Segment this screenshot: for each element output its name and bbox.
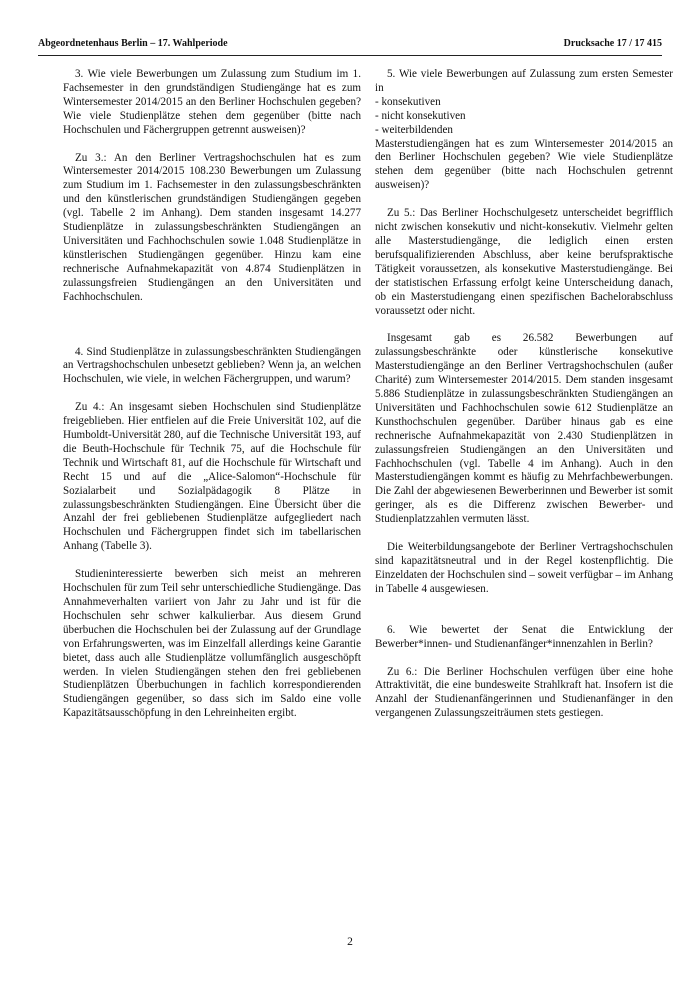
question-5-list — [375, 96, 673, 138]
question-4: 4. Sind Studienplätze in zulassungsbeschränkten Studiengängen an Vertragshochschulen unbesetzt geblieben? Wenn ja, an welchen Hochschulen, wie viele, in welchen Fächergruppen, und warum? — [63, 345, 361, 386]
question-3: 3. Wie viele Bewerbungen um Zulassung zum Studium im 1. Fachsemester in den grundständigen Studiengänge hat es zum Wintersemester 2014/2015 an den Berliner Hochschulen gegeben? Wie viele Studienplätze stehen dem gegenüber (bitte nach Hochschulen und Fächergruppen getrennt ausweisen)? — [63, 68, 361, 136]
list-item: - weiterbildenden — [375, 123, 453, 136]
answer-4-continued: Studieninteressierte bewerben sich meist an mehreren Hochschulen für zum Teil sehr unterschiedliche Studiengänge. Das Annahmeverhalten variiert von Jahr zu Jahr und ist für die Hochschulen sehr schwer kalkulierbar. Aus diesem Grund überbuchen die Hochschulen bei der Zulassung auf der Grundlage von Erfahrungswerten, was im Einzelfall allerdings keine Garantie bietet, dass auch alle Studienplätze vollumfänglich ausgeschöpft werden. In vielen Studiengängen stehen den frei gebliebenen Studienplätzen Überbuchungen in fachlich korrespondierenden Studiengängen gegenüber, so dass sich im Saldo eine volle Kapazitätsausschöpfung in den Lehreinheiten ergibt. — [63, 568, 361, 720]
question-6: 6. Wie bewertet der Senat die Entwicklung der Bewerber*innen- und Studienanfänger*innenzahlen in Berlin? — [375, 623, 673, 650]
question-5-rest: Masterstudiengängen hat es zum Wintersemester 2014/2015 an den Berliner Hochschulen gegeben? Wie viele Studienplätze stehen dem gegenüber (bitte nach Hochschulen getrennt ausweisen)? — [375, 137, 673, 192]
page-number: 2 — [347, 936, 353, 948]
left-column — [63, 68, 361, 721]
header-title: Abgeordnetenhaus Berlin – 17. Wahlperiode — [38, 38, 228, 49]
answer-4: Zu 4.: An insgesamt sieben Hochschulen sind Studienplätze freigeblieben. Hier entfielen auf die Freie Universität 102, auf die Humboldt-Universität 280, auf die Technische Universität 193, auf die Beuth-Hochschule für Technik 75, auf die Hochschule für Technik und Wirtschaft 81, auf die Hochschule für Wirtschaft und Recht 15 und auf die „Alice-Salomon“-Hochschule für Sozialarbeit und Sozialpädagogik 8 Plätze in zulassungsbeschränkten Studiengängen. Eine Übersicht über die Anzahl der frei gebliebenen Studienplätze aufgegliedert nach Hochschulen und Fächergruppen findet sich im tabellarischen Anhang (Tabelle 3). — [63, 401, 361, 553]
answer-5-continued: Insgesamt gab es 26.582 Bewerbungen auf zulassungsbeschränkte oder künstlerische konsekutive Masterstudiengänge an den Berliner Vertragshochschulen (außer Charité) zum Wintersemester 2014/2015. Dem standen insgesamt 5.886 Studienplätze in zulassungsbeschränkten Studiengängen an Universitäten und Fachhochschulen sowie 612 Studienplätze an Kunsthochschulen gegenüber. Darüber hinaus gab es eine rechnerische Aufnahmekapazität von 2.430 Studienplätzen in zulassungsfreien Studiengängen an den Universitäten und Fachhochschulen (vgl. Tabelle 4 im Anhang). Auch in den Masterstudiengängen kommt es häufig zu Mehrfachbewerbungen. Die Zahl der abgewiesenen Bewerberinnen und Bewerber ist somit geringer, als es die Differenz zwischen Bewerber- und Studienplatzzahlen vermuten lässt. — [375, 332, 673, 526]
list-item: - konsekutiven — [375, 95, 441, 108]
header-rule — [38, 55, 662, 56]
answer-6: Zu 6.: Die Berliner Hochschulen verfügen über eine hohe Attraktivität, die eine bundesweite Strahlkraft hat. Insofern ist die Anzahl der Studienanfängerinnen und Studienanfänger in den vergangenen Zulassungszeiträumen stets gestiegen. — [375, 665, 673, 720]
document-number: Drucksache 17 / 17 415 — [563, 38, 662, 49]
list-item: - nicht konsekutiven — [375, 109, 466, 122]
answer-3: Zu 3.: An den Berliner Vertragshochschulen hat es zum Wintersemester 2014/2015 108.230 Bewerbungen um Zulassung zum Studium im 1. Fachsemester in den zulassungsbeschränkten und den künstlerischen grundständigen Studiengängen gegeben (vgl. Tabelle 2 im Anhang). Dem standen insgesamt 14.277 Studienplätze in zulassungsbeschränkten Studiengängen an Universitäten und Fachhochschulen sowie 1.048 Studienplätze in künstlerischen Studiengängen gegenüber. Hinzu kam eine rechnerische Aufnahmekapazität von 4.874 Studienplätzen in zulassungsfreien Studiengängen an den Universitäten und Fachhochschulen. — [63, 151, 361, 303]
right-column — [375, 68, 673, 721]
question-5-intro: 5. Wie viele Bewerbungen auf Zulassung zum ersten Semester in — [375, 68, 673, 94]
answer-5-weiterbildung: Die Weiterbildungsangebote der Berliner Vertragshochschulen sind kapazitätsneutral und in der Regel kostenpflichtig. Die Einzeldaten der Hochschulen sind – soweit verfügbar – im Anhang in Tabelle 4 ausgewiesen. — [375, 541, 673, 595]
page-header — [38, 38, 662, 54]
answer-5: Zu 5.: Das Berliner Hochschulgesetz unterscheidet begrifflich nicht zwischen konsekutiv und nicht-konsekutiv. Vielmehr gelten alle Masterstudiengänge, die lediglich einen ersten berufsqualifizierenden Abschluss, aber keine berufspraktische Tätigkeit voraussetzen, als konsekutive Masterstudiengänge. Bei der statistischen Erfassung erfolgt keine Unterscheidung danach, ob ein Masterstudiengang einen spezifischen Bachelorabschluss voraussetzt oder nicht. — [375, 207, 673, 317]
